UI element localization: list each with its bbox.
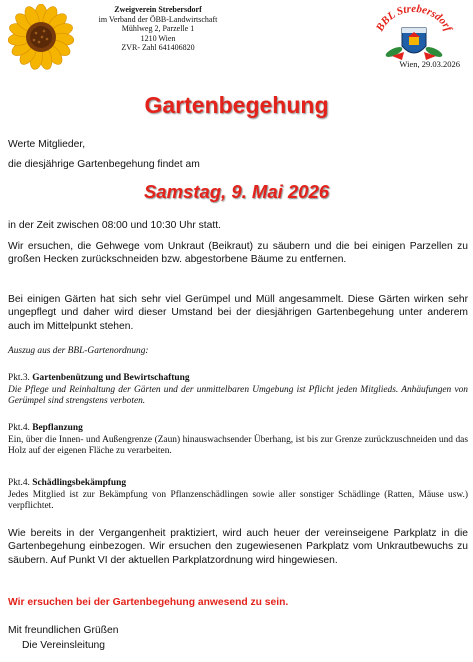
excerpt-heading: Auszug aus der BBL-Gartenordnung: (8, 346, 149, 356)
point-heading (8, 373, 468, 384)
bbl-strebersdorf-crest-icon (362, 2, 466, 66)
attendance-request: Wir ersuchen bei der Gartenbegehung anwesend zu sein. (8, 597, 289, 608)
association: im Verband der ÖBB-Landwirtschaft (98, 14, 218, 24)
point-heading (8, 423, 468, 434)
event-time: in der Zeit zwischen 08:00 und 10:30 Uhr statt. (8, 220, 221, 231)
closing: Mit freundlichen Grüßen (8, 625, 119, 636)
zvr-number: ZVR- Zahl 641406820 (121, 43, 195, 53)
point-number: Pkt.4. (8, 478, 30, 488)
point-number: Pkt.3. (8, 373, 30, 383)
svg-text:BBL Strebersdorf: BBL Strebersdorf (373, 2, 455, 34)
paragraph-parking: Wie bereits in der Vergangenheit praktiziert, wird auch heuer der vereinseigene Parkplatz in die Gartenbegehung einbezogen. Wir ersuchen den zugewiesenen Parkplatz vom Unkrautbewuchs zu säubern. Auf Punkt VI der aktuellen Parkplatzordnung wird hingewiesen. (8, 528, 468, 566)
city: 1210 Wien (140, 33, 176, 43)
point-text: Die Pflege und Reinhaltung der Gärten und der unmittelbaren Umgebung ist Pflicht jeden Mitglieds. Anhäufungen von Gerümpel sind strengstens verboten. (8, 385, 468, 407)
point-title: Gartenbenützung und Bewirtschaftung (32, 373, 190, 383)
sunflower-icon (8, 4, 74, 70)
event-date: Samstag, 9. Mai 2026 (143, 181, 330, 202)
club-name: Zweigverein Strebersdorf (114, 5, 202, 14)
salutation: Werte Mitglieder, (8, 139, 86, 150)
point-number: Pkt.4. (8, 423, 30, 433)
paragraph-cleaning: Wir ersuchen, die Gehwege vom Unkraut (Beikraut) zu säubern und die bei einigen Parzellen zu großen Hecken zurückschneiden bzw. abgestorbene Bäume zu entfernen. (8, 241, 468, 266)
point-text: Jedes Mitglied ist zur Bekämpfung von Pflanzenschädlingen sowie aller sonstiger Schädlinge (Ratten, Mäuse usw.) verpflichtet. (8, 490, 468, 512)
paragraph-rubbish: Bei einigen Gärten hat sich sehr viel Gerümpel und Müll angesammelt. Diese Gärten wirken sehr ungepflegt und daher wird dieser Umstand bei der diesjährigen Gartenbegehung unter anderem auch im Mittelpunkt stehen. (8, 294, 468, 332)
street: Mühlweg 2, Parzelle 1 (121, 24, 195, 34)
point-title: Bepflanzung (32, 423, 83, 433)
point-heading (8, 478, 468, 489)
point-title: Schädlingsbekämpfung (32, 478, 127, 488)
point-text: Ein, über die Innen- und Außengrenze (Zaun) hinauswachsender Überhang, ist bis zur Grenze zurückzuschneiden und das Holz auf der eigenen Fläche zu verarbeiten. (8, 435, 468, 457)
intro-text: die diesjährige Gartenbegehung findet am (8, 159, 200, 170)
letter-date: Wien, 29.03.2026 (399, 59, 460, 69)
organisation-address (78, 5, 238, 53)
signature: Die Vereinsleitung (22, 640, 105, 651)
page-title: Gartenbegehung (144, 92, 329, 118)
